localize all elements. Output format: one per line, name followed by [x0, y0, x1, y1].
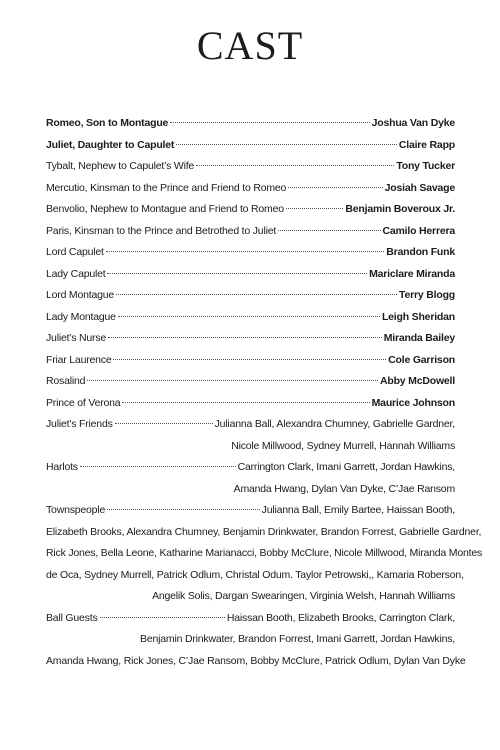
- dot-leader: [118, 316, 380, 317]
- role-label: Ball Guests: [46, 611, 98, 624]
- actor-name: Tony Tucker: [396, 160, 455, 172]
- role-label: Tybalt, Nephew to Capulet’s Wife: [46, 160, 195, 172]
- dot-leader: [100, 617, 225, 618]
- dot-leader: [196, 165, 394, 166]
- dot-leader: [107, 509, 260, 510]
- role-label: Lady Capulet: [46, 267, 106, 280]
- dot-leader: [80, 466, 236, 467]
- dot-leader: [116, 294, 397, 295]
- ensemble-row-ball-guests: [46, 608, 455, 630]
- actor-name: Abby McDowell: [380, 375, 455, 387]
- cast-row-rosalind: [46, 371, 455, 393]
- actor-names-continued: Angelik Solis, Dargan Swearingen, Virginia Welsh, Hannah Williams: [152, 590, 455, 602]
- role-label: Paris, Kinsman to the Prince and Betrothed to Juliet: [46, 224, 277, 237]
- actor-name: Cole Garrison: [388, 353, 455, 366]
- role-label: Harlots: [46, 461, 78, 473]
- dot-leader: [106, 251, 385, 252]
- role-label: Prince of Verona: [46, 396, 121, 409]
- role-label: Lady Montague: [46, 310, 116, 323]
- actor-name: Miranda Bailey: [383, 332, 455, 344]
- role-label: Romeo, Son to Montague: [46, 117, 169, 129]
- actor-names-continued: Nicole Millwood, Sydney Murrell, Hannah Williams: [231, 439, 455, 452]
- actor-name: Terry Blogg: [399, 289, 455, 301]
- actor-names-continued: Amanda Hwang, Rick Jones, C’Jae Ransom, Bobby McClure, Patrick Odlum, Dylan Van Dyke: [46, 654, 466, 667]
- role-label: Friar Laurence: [46, 353, 112, 366]
- cast-row-nurse: [46, 328, 455, 350]
- actor-names: Haissan Booth, Elizabeth Brooks, Carrington Clark,: [226, 611, 455, 624]
- dot-leader: [176, 144, 397, 145]
- role-label: Benvolio, Nephew to Montague and Friend to Romeo: [46, 203, 284, 215]
- role-label: Townspeople: [46, 504, 106, 516]
- actor-names: Julianna Ball, Emily Bartee, Haissan Booth,: [261, 504, 455, 516]
- actor-names: Carrington Clark, Imani Garrett, Jordan Hawkins,: [237, 461, 455, 473]
- cast-row-benvolio: [46, 199, 455, 221]
- actor-names-continued: Elizabeth Brooks, Alexandra Chumney, Benjamin Drinkwater, Brandon Forrest, Gabrielle Gardner,: [46, 525, 482, 538]
- actor-names-continued: de Oca, Sydney Murrell, Patrick Odlum, Christal Odum. Taylor Petrowski,, Kamaria Roberson,: [46, 568, 464, 581]
- role-label: Lord Montague: [46, 289, 115, 301]
- actor-name: Josiah Savage: [384, 181, 455, 194]
- ensemble-row-friends: [46, 414, 455, 436]
- actor-name: Leigh Sheridan: [381, 310, 455, 323]
- role-label: Juliet, Daughter to Capulet: [46, 138, 175, 151]
- cast-row-friar: [46, 350, 455, 372]
- actor-names-continued: Rick Jones, Bella Leone, Katharine Marianacci, Bobby McClure, Nicole Millwood, Miranda Montes: [46, 547, 483, 559]
- dot-leader: [288, 187, 382, 188]
- dot-leader: [115, 423, 213, 424]
- actor-name: Brandon Funk: [386, 246, 455, 258]
- actor-name: Claire Rapp: [398, 138, 455, 151]
- cast-row-paris: [46, 221, 455, 243]
- cast-row-juliet: [46, 135, 455, 157]
- dot-leader: [286, 208, 344, 209]
- cast-row-lady-capulet: [46, 264, 455, 286]
- actor-names-continued: Amanda Hwang, Dylan Van Dyke, C’Jae Ransom: [233, 482, 455, 495]
- role-label: Lord Capulet: [46, 246, 104, 258]
- ensemble-row-harlots: [46, 457, 455, 479]
- cast-row-tybalt: [46, 156, 455, 178]
- cast-row-prince: [46, 393, 455, 415]
- dot-leader: [107, 273, 367, 274]
- cast-row-romeo: [46, 113, 455, 135]
- cast-row-mercutio: [46, 178, 455, 200]
- dot-leader: [113, 359, 386, 360]
- role-label: Juliet’s Nurse: [46, 332, 107, 344]
- dot-leader: [122, 402, 369, 403]
- dot-leader: [87, 380, 378, 381]
- dot-leader: [108, 337, 382, 338]
- page-title: CAST: [196, 23, 304, 68]
- cast-row-lady-montague: [46, 307, 455, 329]
- actor-name: Camilo Herrera: [382, 224, 455, 237]
- actor-name: Benjamin Boveroux Jr.: [345, 203, 455, 215]
- cast-list: [46, 113, 483, 672]
- cast-row-lord-capulet: [46, 242, 455, 264]
- actor-names: Julianna Ball, Alexandra Chumney, Gabrielle Gardner,: [214, 418, 455, 430]
- actor-name: Mariclare Miranda: [369, 267, 455, 280]
- actor-names-continued: Benjamin Drinkwater, Brandon Forrest, Imani Garrett, Jordan Hawkins,: [140, 633, 455, 645]
- ensemble-row-townspeople: [46, 500, 455, 522]
- cast-row-lord-montague: [46, 285, 455, 307]
- role-label: Rosalind: [46, 375, 86, 387]
- actor-name: Maurice Johnson: [371, 396, 455, 409]
- dot-leader: [170, 122, 369, 123]
- role-label: Mercutio, Kinsman to the Prince and Friend to Romeo: [46, 181, 287, 194]
- role-label: Juliet’s Friends: [46, 418, 113, 430]
- dot-leader: [278, 230, 380, 231]
- actor-name: Joshua Van Dyke: [371, 117, 455, 129]
